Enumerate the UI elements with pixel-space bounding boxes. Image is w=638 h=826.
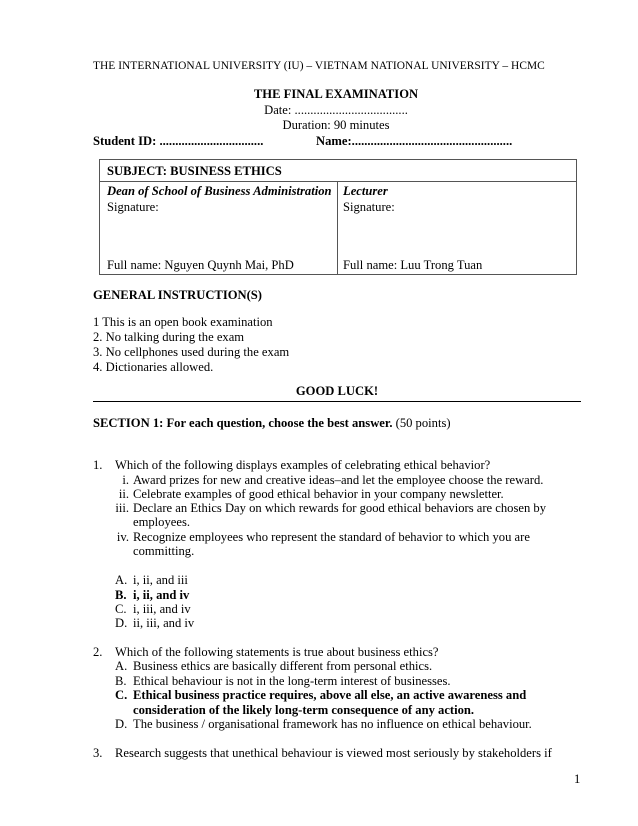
q1-text: Which of the following displays examples of celebrating ethical behavior? bbox=[115, 458, 491, 472]
q1-roman-text: committing. bbox=[133, 544, 195, 558]
dean-signature-label: Signature: bbox=[107, 200, 159, 214]
q3-number: 3. bbox=[93, 746, 103, 760]
q2-option-letter: A. bbox=[115, 659, 128, 673]
q1-roman-num: iii. bbox=[115, 501, 129, 515]
instructions-heading: GENERAL INSTRUCTION(S) bbox=[93, 288, 263, 302]
dean-fullname: Full name: Nguyen Quynh Mai, PhD bbox=[107, 258, 294, 272]
q1-option-letter: C. bbox=[115, 602, 127, 616]
student-name-field: Name:................................................... bbox=[316, 134, 513, 148]
q1-roman-text: Celebrate examples of good ethical behavior in your company newsletter. bbox=[133, 487, 504, 501]
instruction-item: 2. No talking during the exam bbox=[93, 330, 245, 344]
q1-option-text: ii, iii, and iv bbox=[133, 616, 195, 630]
instruction-item: 1 This is an open book examination bbox=[93, 315, 273, 329]
subject-label: SUBJECT: BUSINESS ETHICS bbox=[107, 164, 282, 178]
q2-number: 2. bbox=[93, 645, 103, 659]
university-header: THE INTERNATIONAL UNIVERSITY (IU) – VIETNAM NATIONAL UNIVERSITY – HCMC bbox=[93, 60, 545, 72]
q2-option-letter-answer: C. bbox=[115, 688, 128, 702]
divider bbox=[93, 401, 581, 402]
q1-option-letter: D. bbox=[115, 616, 128, 630]
q1-option-text-answer: i, ii, and iv bbox=[133, 588, 190, 602]
lecturer-signature-label: Signature: bbox=[343, 200, 395, 214]
q1-number: 1. bbox=[93, 458, 103, 472]
q2-option-letter: D. bbox=[115, 717, 128, 731]
student-id-field: Student ID: ................................. bbox=[93, 134, 264, 148]
exam-title: THE FINAL EXAMINATION bbox=[253, 87, 419, 101]
q1-option-letter-answer: B. bbox=[115, 588, 127, 602]
dean-title: Dean of School of Business Administration bbox=[107, 184, 332, 198]
instruction-item: 4. Dictionaries allowed. bbox=[93, 360, 214, 374]
lecturer-fullname: Full name: Luu Trong Tuan bbox=[343, 258, 483, 272]
q2-option-letter: B. bbox=[115, 674, 127, 688]
q1-roman-text: employees. bbox=[133, 515, 191, 529]
q1-roman-num: iv. bbox=[116, 530, 129, 544]
q3-text: Research suggests that unethical behaviour is viewed most seriously by stakeholders if bbox=[115, 746, 552, 760]
q2-option-text: Business ethics are basically different from personal ethics. bbox=[133, 659, 433, 673]
q1-roman-text: Declare an Ethics Day on which rewards for good ethical behaviors are chosen by bbox=[133, 501, 546, 515]
q1-roman-text: Recognize employees who represent the standard of behavior to which you are bbox=[133, 530, 530, 544]
page-number: 1 bbox=[574, 772, 581, 786]
q2-text: Which of the following statements is true about business ethics? bbox=[115, 645, 439, 659]
instruction-item: 3. No cellphones used during the exam bbox=[93, 345, 290, 359]
q2-option-text: Ethical behaviour is not in the long-term interest of businesses. bbox=[133, 674, 451, 688]
q1-roman-num: ii. bbox=[118, 487, 129, 501]
q2-option-text: The business / organisational framework has no influence on ethical behaviour. bbox=[133, 717, 532, 731]
q1-option-text: i, ii, and iii bbox=[133, 573, 188, 587]
q2-option-text-answer: consideration of the likely long-term consequence of any action. bbox=[133, 703, 475, 717]
q1-option-letter: A. bbox=[115, 573, 128, 587]
lecturer-title: Lecturer bbox=[343, 184, 388, 198]
good-luck: GOOD LUCK! bbox=[295, 384, 379, 398]
exam-date: Date: .................................... bbox=[264, 103, 408, 117]
q1-roman-num: i. bbox=[122, 473, 129, 487]
section1-heading: SECTION 1: For each question, choose the best answer. (50 points) bbox=[93, 416, 451, 430]
q1-roman-text: Award prizes for new and creative ideas–and let the employee choose the reward. bbox=[133, 473, 544, 487]
q1-option-text: i, iii, and iv bbox=[133, 602, 191, 616]
q2-option-text-answer: Ethical business practice requires, above all else, an active awareness and bbox=[133, 688, 527, 702]
exam-duration: Duration: 90 minutes bbox=[282, 118, 390, 132]
